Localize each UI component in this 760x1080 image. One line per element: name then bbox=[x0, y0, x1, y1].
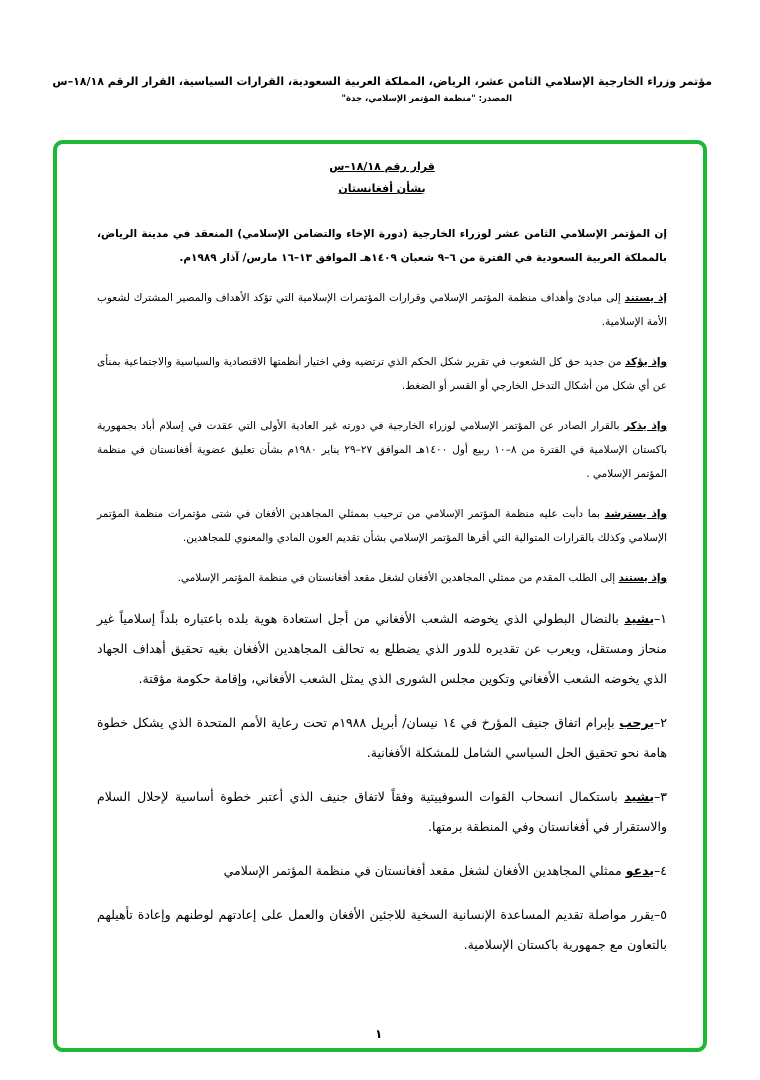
clause-number: ٥– bbox=[654, 907, 667, 922]
preamble-text: من جديد حق كل الشعوب في تقرير شكل الحكم الذي ترتضيه وفي اختيار أنظمتها الاقتصادية والسياسية والاجتماعية بمنأى عن أي شكل من أشكال التدخل الخارجي أو القسر أو الضغط. bbox=[97, 356, 667, 392]
operative-clause bbox=[97, 900, 667, 960]
preamble-text: إلى الطلب المقدم من ممثلي المجاهدين الأفغان لشغل مقعد أفغانستان في منظمة المؤتمر الإسلامي. bbox=[177, 572, 619, 584]
clause-number: ٤– bbox=[654, 863, 667, 878]
resolution-number: قرار رقم ١٨/١٨–س bbox=[329, 160, 435, 173]
clause-text: يقرر مواصلة تقديم المساعدة الإنسانية السخية للاجئين الأفغان والعمل على إعادتهم لوطنهم وإعادة تأهيلهم بالتعاون مع جمهورية باكستان الإسلامية. bbox=[97, 907, 667, 952]
preamble-lead: وإذ يذكر bbox=[624, 420, 667, 432]
preamble-text: بما دأبت عليه منظمة المؤتمر الإسلامي من ترحيب بممثلي المجاهدين الأفغان في شتى مؤتمرات منظمة المؤتمر الإسلامي وكذلك بالقرارات المتوالية التي أقرها المؤتمر الإسلامي بشأن تقديم العون المادي والمعنوي للمجاهدين. bbox=[97, 508, 667, 544]
preamble-paragraph bbox=[97, 502, 667, 550]
clause-lead: يرحب bbox=[619, 715, 655, 730]
page-number: ١ bbox=[375, 1027, 383, 1041]
preamble-paragraph bbox=[97, 566, 667, 590]
clause-text: بإبرام اتفاق جنيف المؤرخ في ١٤ نيسان/ أبريل ١٩٨٨م تحت رعاية الأمم المتحدة الذي يشكل خطوة هامة نحو تحقيق الحل السياسي الشامل للمشكلة الأفغانية. bbox=[97, 715, 667, 760]
clause-text: باستكمال انسحاب القوات السوفييتية وفقاً لاتفاق جنيف الذي أعتبر خطوة أساسية لإحلال السلام والاستقرار في أفغانستان وفي المنطقة برمتها. bbox=[97, 789, 667, 834]
operative-clause bbox=[97, 708, 667, 768]
clause-text: ممثلي المجاهدين الأفغان لشغل مقعد أفغانستان في منظمة المؤتمر الإسلامي bbox=[223, 863, 626, 878]
preamble-paragraph bbox=[97, 286, 667, 334]
clause-lead: يدعو bbox=[625, 863, 655, 878]
operative-clause bbox=[97, 856, 667, 886]
preamble-lead: وإذ يستند bbox=[618, 572, 667, 584]
resolution-frame bbox=[53, 140, 707, 1052]
document-header-title: مؤتمر وزراء الخارجية الإسلامي الثامن عشر، الرياض، المملكة العربية السعودية، القرارات السياسية، القرار الرقم ١٨/١٨–س bbox=[52, 75, 712, 88]
preamble-lead: إذ يستند bbox=[624, 292, 667, 304]
operative-clause bbox=[97, 782, 667, 842]
resolution-intro: إن المؤتمر الإسلامي الثامن عشر لوزراء الخارجية (دورة الإخاء والتضامن الإسلامي) المنعقد في مدينة الرياض، بالمملكة العربية السعودية في الفترة من ٦–٩ شعبان ١٤٠٩هـ الموافق ١٣–١٦ مارس/ آذار ١٩٨٩م. bbox=[97, 228, 667, 264]
document-source: المصدر: "منظمة المؤتمر الإسلامي، جدة" bbox=[341, 94, 512, 104]
clause-lead: يشيد bbox=[624, 789, 655, 804]
preamble-lead: وإذ يسترشد bbox=[604, 508, 667, 520]
preamble-lead: وإذ يؤكد bbox=[624, 356, 667, 368]
preamble-text: بالقرار الصادر عن المؤتمر الإسلامي لوزراء الخارجية في دورته غير العادية الأولى التي عقدت في إسلام أباد بجمهورية باكستان الإسلامية في الفترة من ٨–١٠ ربيع أول ١٤٠٠هـ الموافق ٢٧–٢٩ يناير ١٩٨٠م بشأن تعليق عضوية أفغانستان في منظمة المؤتمر الإسلامي . bbox=[97, 420, 667, 480]
preamble-text: إلى مبادئ وأهداف منظمة المؤتمر الإسلامي وقرارات المؤتمرات الإسلامية التي تؤكد الأهداف والمصير المشترك لشعوب الأمة الإسلامية. bbox=[97, 292, 667, 328]
operative-clause bbox=[97, 604, 667, 694]
resolution-subject: بشأن أفغانستان bbox=[338, 182, 426, 195]
preamble-paragraph bbox=[97, 414, 667, 486]
clause-number: ٢– bbox=[654, 715, 667, 730]
preamble-paragraph bbox=[97, 350, 667, 398]
clause-number: ٣– bbox=[654, 789, 667, 804]
clause-text: بالنضال البطولي الذي يخوضه الشعب الأفغاني من أجل استعادة هوية بلده باعتباره بلداً إسلامياً غير منحاز ومستقل، ويعرب عن تقديره للدور الذي يضطلع به تحالف المجاهدين الأفغان بغيه تحقيق أهداف الجهاد الذي يخوضه الشعب الأفغاني وتكوين مجلس الشورى الذي يمثل الشعب الأفغاني، وإقامة حكومة مؤقتة. bbox=[97, 611, 667, 686]
clause-lead: يشيد bbox=[624, 611, 655, 626]
document-header bbox=[40, 74, 712, 105]
clause-number: ١– bbox=[654, 611, 667, 626]
